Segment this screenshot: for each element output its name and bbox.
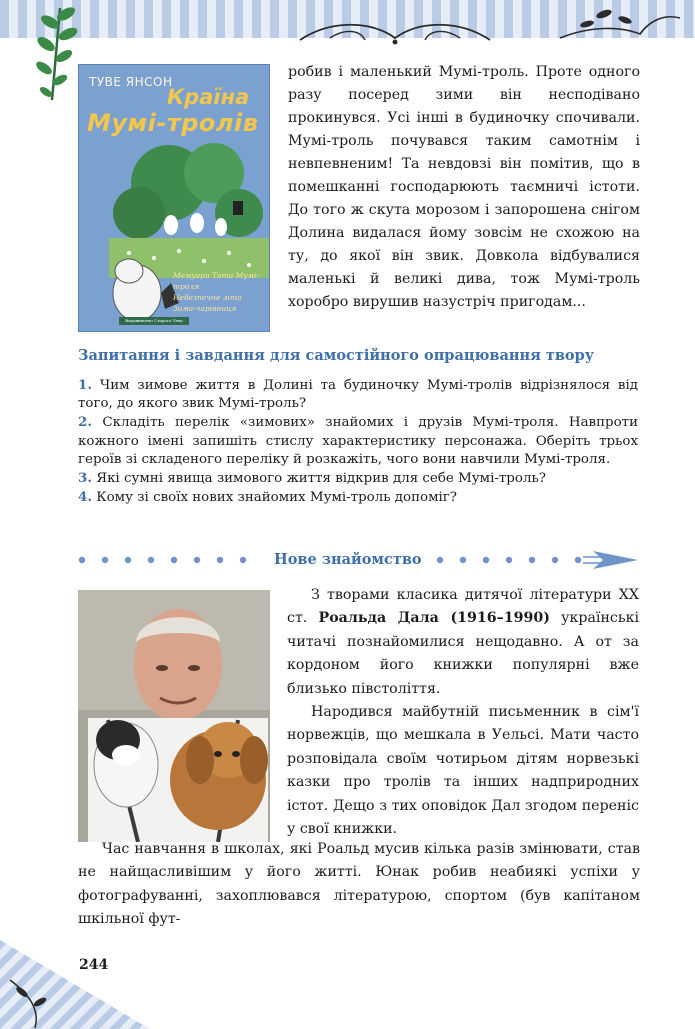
book-publisher: Видавництво Старого Лева [119, 317, 189, 325]
author-with-dogs-icon [78, 590, 270, 842]
section-title: Нове знайомство [264, 551, 432, 568]
dahl-text-full [78, 838, 640, 932]
dahl-paragraph-3: Час навчання в школах, які Роальд мусив кілька разів змінювати, став не найщасливішим у його житті. Юнак робив неабиякі успіхи у фотографуванні, захоплювався літературою, спортом (був капітаном шкільної фут- [78, 841, 640, 928]
dahl-intro-text [287, 584, 639, 841]
question-item: 4. Кому зі своїх нових знайомих Мумі-троль допоміг? [78, 489, 457, 506]
question-item: 2. Складіть перелік «зимових» знайомих і друзів Мумі-троля. Навпроти кожного імені запишіть стислу характеристику персонажа. Оберіть трьох героїв зі складеного переліку й розкажіть, чого вони навчили Мумі-троля. [78, 414, 638, 467]
dahl-paragraph-1: З творами класика дитячої літератури XX ст. Роальда Дала (1916–1990) українські читачі познайомилися нещодавно. А от за кордоном його книжки популярні вже близько півстоліття. [287, 587, 639, 697]
question-item: 1. Чим зимове життя в Долині та будиночку Мумі-тролів відрізнялося від того, до якого звик Мумі-троль? [78, 377, 638, 412]
bottom-corner-ornament-icon [0, 940, 160, 1029]
questions-heading: Запитання і завдання для самостійного опрацювання твору [78, 347, 595, 364]
question-item: 3. Які сумні явища зимового життя відкрив для себе Мумі-троль? [78, 470, 546, 487]
book-author: ТУВЕ ЯНСОН [89, 75, 173, 89]
book-subtitles: Мемуари Тата Мумі-троля Небезпечне літо Зима-чарівниця [173, 271, 259, 313]
dahl-paragraph-2: Народився майбутній письменник в сім'ї норвежців, що мешкала в Уельсі. Мати часто розповідала своїм чотирьом дітям норвезькі казки про тролів та інших надприродних істот. Дещо з тих оповідок Дал згодом переніс у свої книжки. [287, 704, 639, 838]
book-title-line1: Країна [167, 85, 250, 109]
story-text: робив і маленький Мумі-троль. Проте одного разу посеред зими він несподівано прокинувся. Усі інші в будиночку спочивали. Мумі-троль почувався таким самотнім і невпевненим! Та невдовзі він помітив, що в помешканні господарюють таємничі істоти. До того ж скута морозом і запорошена снігом Долина видалася йому зовсім не схожою на ту, до якої він звик. Довкола відбувалися маленькі й великі дива, тож Мумі-троль хоробро вирушив назустріч пригодам... [288, 64, 640, 310]
page-number: 244 [79, 957, 109, 973]
book-title-line2: Мумі-тролів [87, 109, 259, 137]
book-cover-image [78, 64, 270, 332]
questions-list [78, 376, 638, 507]
author-photo [78, 590, 270, 842]
